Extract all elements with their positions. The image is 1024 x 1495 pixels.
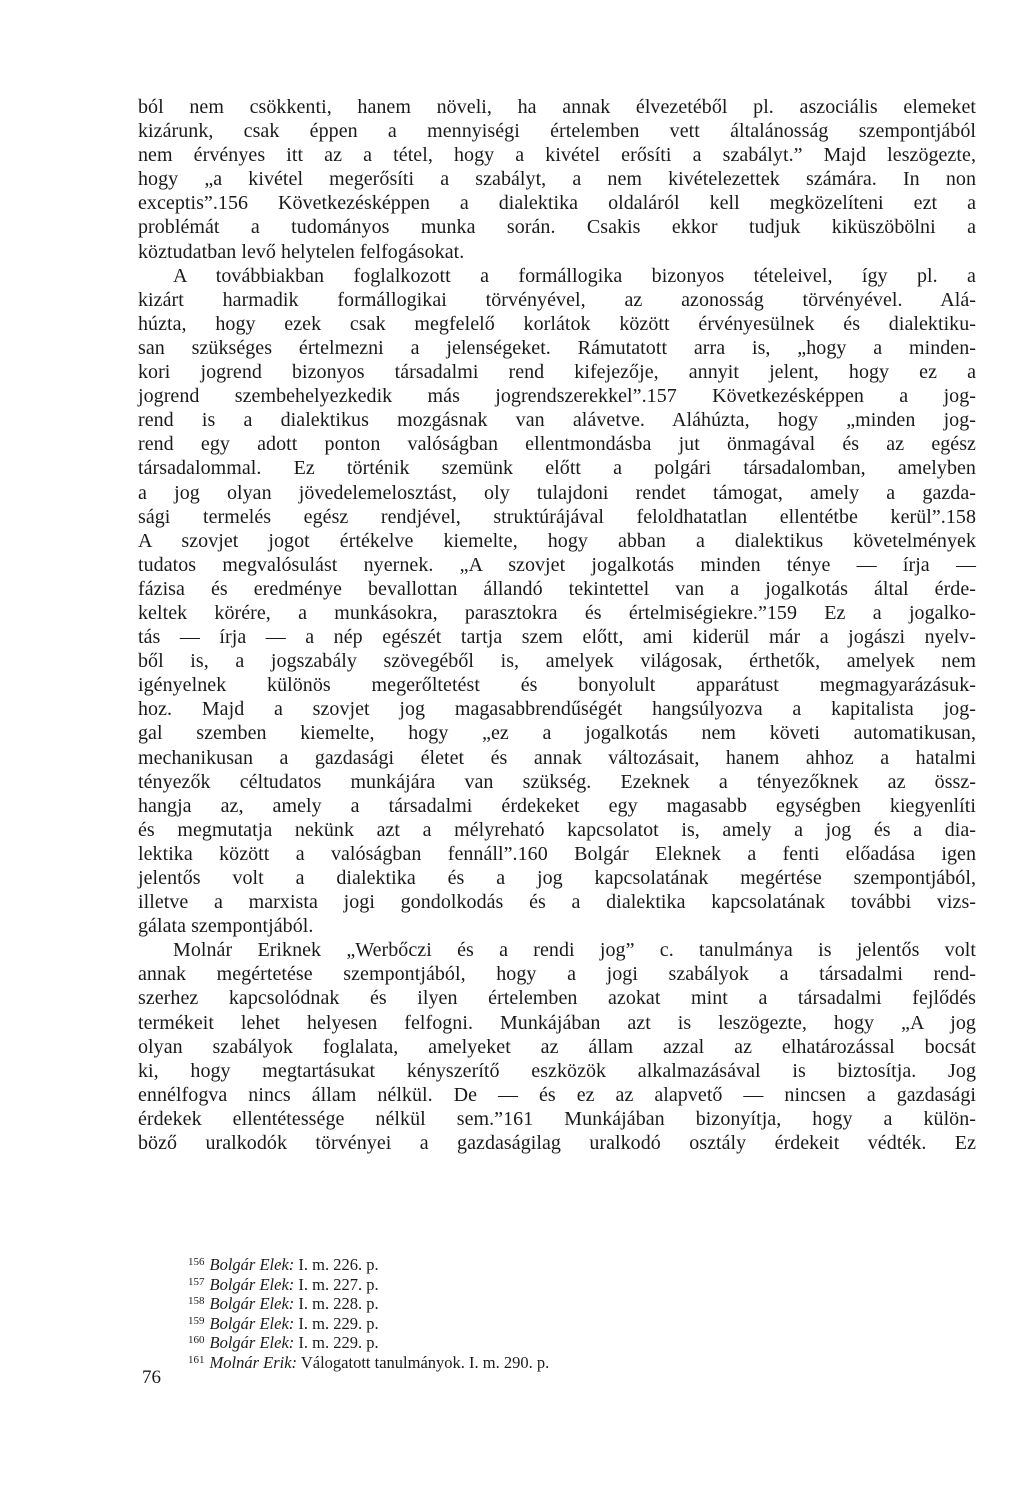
footnote: [188, 1253, 788, 1273]
footnote-number: 160: [188, 1334, 205, 1346]
text-line: ból nem csökkenti, hanem növeli, ha annak élvezetéből pl. aszociális elemeket: [138, 96, 976, 118]
text-line: fázisa és eredménye bevallottan állandó tekintettel van a jogalkotás által érde-: [138, 577, 976, 600]
text-line: keltek körére, a munkásokra, parasztokra és értelmiségiekre.”159 Ez a jogalko-: [138, 601, 976, 624]
text-line: tás — írja — a nép egészét tartja szem előtt, ami kiderül már a jogászi nyelv-: [138, 626, 976, 649]
footnote-author: Bolgár Elek:: [209, 1294, 295, 1313]
footnote-author: Molnár Erik:: [209, 1352, 298, 1372]
text-line: olyan szabályok foglalata, amelyeket az állam azzal az elhatározással bocsát: [138, 1035, 976, 1058]
text-line: rend is a dialektikus mozgásnak van alávetve. Aláhúzta, hogy „minden jog-: [138, 409, 976, 432]
footnote-author: Bolgár Elek:: [209, 1333, 295, 1352]
footnote-author: Bolgár Elek:: [209, 1313, 295, 1333]
text-line: böző uralkodók törvényei a gazdaságilag uralkodó osztály érdekeit védték. Ez: [138, 1132, 976, 1155]
text-line: kizárunk, csak éppen a mennyiségi értelemben vett általánosság szempontjából: [138, 120, 976, 143]
footnote-reference: I. m. 228. p.: [294, 1294, 379, 1313]
footnote: [188, 1331, 788, 1351]
text-line: társadalommal. Ez történik szemünk előtt a polgári társadalomban, amelyben: [138, 457, 976, 480]
footnote: [188, 1351, 788, 1371]
text-line: húzta, hogy ezek csak megfelelő korlátok között érvényesülnek és dialektiku-: [138, 312, 976, 335]
footnotes: [188, 1253, 788, 1370]
text-line: a jog olyan jövedelemelosztást, oly tulajdoni rendet támogat, amely a gazda-: [138, 481, 976, 504]
text-line: Molnár Eriknek „Werbőczi és a rendi jog” c. tanulmánya is jelentős volt: [173, 939, 976, 962]
text-line: annak megértetése szempontjából, hogy a jogi szabályok a társadalmi rend-: [138, 963, 976, 986]
text-line: nem érvényes itt az a tétel, hogy a kivétel erősíti a szabályt.” Majd leszögezte,: [138, 144, 976, 167]
footnote-number: 161: [188, 1353, 205, 1366]
footnote: [188, 1273, 788, 1293]
text-line: rend egy adott ponton valóságban ellentmondásba jut önmagával és az egész: [138, 433, 976, 456]
text-line: A továbbiakban foglalkozott a formállogika bizonyos tételeivel, így pl. a: [173, 264, 976, 287]
text-line: szerhez kapcsolódnak és ilyen értelemben azokat mint a társadalmi fejlődés: [138, 987, 976, 1010]
text-line: gálata szempontjából.: [138, 915, 314, 938]
footnote-author: Bolgár Elek:: [209, 1255, 295, 1274]
footnote: [188, 1292, 788, 1312]
footnote-number: 158: [188, 1295, 205, 1307]
text-line: termékeit lehet helyesen felfogni. Munkájában azt is leszögezte, hogy „A jog: [138, 1011, 976, 1034]
text-line: igényelnek különös megerőltetést és bonyolult apparátust megmagyarázásuk-: [138, 674, 976, 697]
text-line: illetve a marxista jogi gondolkodás és a dialektika kapcsolatának további vizs-: [138, 891, 976, 914]
text-line: jogrend szembehelyezkedik más jogrendszerekkel”.157 Következésképpen a jog-: [138, 385, 976, 408]
text-line: ennélfogva nincs állam nélkül. De — és ez az alapvető — nincsen a gazdasági: [138, 1083, 976, 1106]
footnote-author: Bolgár Elek:: [209, 1274, 295, 1294]
text-line: exceptis”.156 Következésképpen a dialektika oldaláról kell megközelíteni ezt a: [138, 192, 976, 215]
text-line: gal szemben kiemelte, hogy „ez a jogalkotás nem követi automatikusan,: [138, 722, 976, 745]
text-line: érdekek ellentétessége nélkül sem.”161 Munkájában bizonyítja, hogy a külön-: [138, 1107, 976, 1130]
footnote-number: 157: [188, 1275, 205, 1288]
text-line: kori jogrend bizonyos társadalmi rend kifejezője, annyit jelent, hogy ez a: [138, 361, 976, 384]
text-line: san szükséges értelmezni a jelenségeket. Rámutatott arra is, „hogy a minden-: [138, 336, 976, 359]
footnote: [188, 1312, 788, 1332]
page-body: [138, 95, 976, 1155]
page-number: 76: [142, 1367, 161, 1388]
text-line: jelentős volt a dialektika és a jog kapcsolatának megértése szempontjából,: [138, 867, 976, 889]
text-line: hangja az, amely a társadalmi érdekeket egy magasabb egységben kiegyenlíti: [138, 794, 976, 817]
footnote-reference: I. m. 229. p.: [294, 1333, 379, 1352]
text-line: és megmutatja nekünk azt a mélyreható kapcsolatot is, amely a jog és a dia-: [138, 818, 976, 841]
text-line: hoz. Majd a szovjet jog magasabbrendűségét hangsúlyozva a kapitalista jog-: [138, 698, 976, 721]
text-line: A szovjet jogot értékelve kiemelte, hogy abban a dialektikus követelmények: [138, 529, 976, 552]
text-line: ki, hogy megtartásukat kényszerítő eszközök alkalmazásával is biztosítja. Jog: [138, 1059, 976, 1082]
text-line: lektika között a valóságban fennáll”.160 Bolgár Eleknek a fenti előadása igen: [138, 842, 976, 865]
text-line: tényezők céltudatos munkájára van szükség. Ezeknek a tényezőknek az össz-: [138, 770, 976, 793]
footnote-number: 156: [188, 1256, 205, 1268]
text-line: hogy „a kivétel megerősíti a szabályt, a nem kivételezettek számára. In non: [138, 168, 976, 191]
text-line: mechanikusan a gazdasági életet és annak változásait, hanem ahhoz a hatalmi: [138, 746, 976, 769]
text-line: tudatos megvalósulást nyernek. „A szovjet jogalkotás minden ténye — írja —: [138, 553, 976, 576]
footnote-reference: Válogatott tanulmányok. I. m. 290. p.: [297, 1352, 550, 1372]
footnote-number: 159: [188, 1314, 205, 1327]
footnote-reference: I. m. 227. p.: [294, 1274, 379, 1294]
text-line: sági termelés egész rendjével, struktúrájával feloldhatatlan ellentétbe kerül”.158: [138, 505, 976, 528]
text-line: köztudatban levő helytelen felfogásokat.: [138, 240, 465, 263]
footnote-reference: I. m. 226. p.: [294, 1255, 379, 1274]
footnote-reference: I. m. 229. p.: [294, 1313, 379, 1333]
body-text: [138, 95, 976, 1155]
text-line: kizárt harmadik formállogikai törvényével, az azonosság törvényével. Alá-: [138, 288, 976, 311]
text-line: problémát a tudományos munka során. Csakis ekkor tudjuk kiküszöbölni a: [138, 216, 976, 239]
text-line: ből is, a jogszabály szövegéből is, amelyek világosak, érthetők, amelyek nem: [138, 650, 976, 673]
